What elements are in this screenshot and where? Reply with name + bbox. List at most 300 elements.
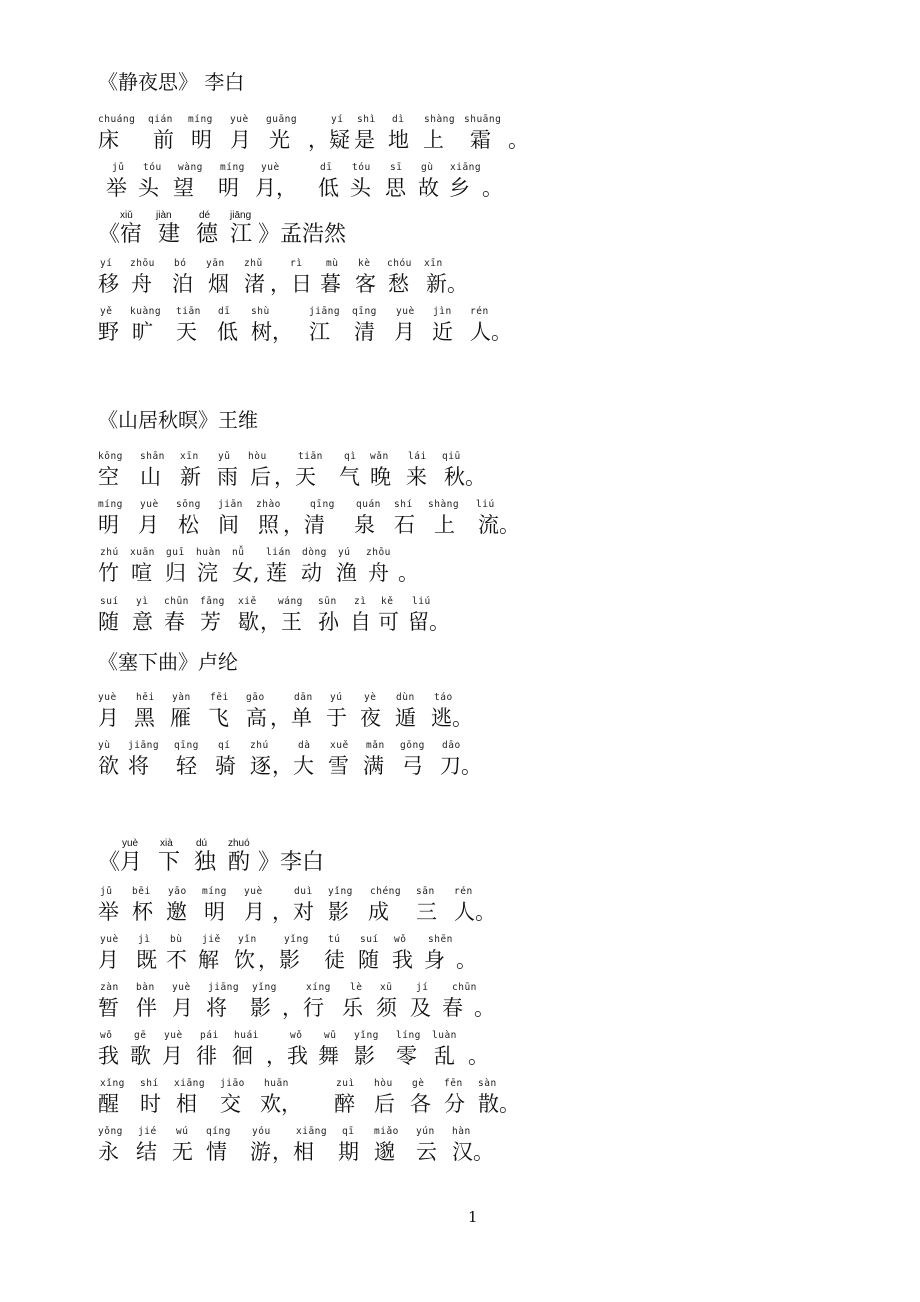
pinyin: chuáng <box>98 114 136 125</box>
hanzi: 徘 <box>196 1044 217 1068</box>
pinyin: yǐng <box>284 934 309 945</box>
hanzi: 清 <box>354 320 375 344</box>
hanzi: 雪 <box>328 754 349 778</box>
pinyin: tóu <box>143 162 162 173</box>
hanzi: 芳 <box>200 610 221 634</box>
hanzi: ，行 <box>282 996 324 1020</box>
pinyin: bó <box>174 258 187 269</box>
hanzi: 云 <box>416 1140 437 1164</box>
pinyin: duì <box>294 886 313 897</box>
hanzi: 明 <box>98 513 119 537</box>
pinyin: wáng <box>278 596 303 607</box>
hanzi: 石 <box>394 513 415 537</box>
hanzi: ，我 <box>266 1044 308 1068</box>
poem-line <box>98 451 538 495</box>
pinyin: xū <box>380 982 393 993</box>
hanzi: 将 <box>206 996 227 1020</box>
pinyin: zhào <box>256 499 281 510</box>
hanzi: 满 <box>363 754 384 778</box>
pinyin: lián <box>266 547 291 558</box>
pinyin: dī <box>218 306 231 317</box>
pinyin: yǒng <box>98 1126 123 1137</box>
pinyin: qíng <box>206 1126 231 1137</box>
hanzi: 泉 <box>354 513 375 537</box>
pinyin: jié <box>138 1126 157 1137</box>
pinyin: xuān <box>130 547 155 558</box>
pinyin: yuè <box>230 114 249 125</box>
poem-line <box>98 934 538 978</box>
pinyin: zhuó <box>228 838 250 849</box>
hanzi: 举 <box>98 900 119 924</box>
pinyin: hòu <box>374 1078 393 1089</box>
pinyin: yǐng <box>252 982 277 993</box>
pinyin: wǒ <box>100 1030 113 1041</box>
hanzi: 徒 <box>324 948 345 972</box>
pinyin: dà <box>298 740 311 751</box>
hanzi: 天 <box>176 320 197 344</box>
hanzi: 影 <box>328 900 349 924</box>
pinyin: shù <box>251 306 270 317</box>
hanzi: 莲 <box>266 561 287 585</box>
hanzi: 光 <box>269 128 290 152</box>
title-part: 月 <box>120 850 143 875</box>
poem-line <box>98 982 538 1026</box>
hanzi: 交 <box>220 1092 241 1116</box>
pinyin: shēn <box>428 934 453 945</box>
pinyin: mǎn <box>366 740 385 751</box>
poem-line <box>98 547 538 591</box>
hanzi: 松 <box>178 513 199 537</box>
hanzi: 秋。 <box>444 465 486 489</box>
pinyin: táo <box>434 692 453 703</box>
hanzi: 地 <box>388 128 409 152</box>
pinyin: wǎn <box>370 451 389 462</box>
pinyin: yú <box>338 547 351 558</box>
pinyin: hēi <box>136 692 155 703</box>
pinyin: gē <box>134 1030 147 1041</box>
pinyin: shān <box>140 451 165 462</box>
hanzi: 后 <box>250 465 271 489</box>
pinyin: jiāo <box>220 1078 245 1089</box>
hanzi: 无 <box>172 1140 193 1164</box>
pinyin: shì <box>357 114 376 125</box>
pinyin: nǚ <box>232 547 245 558</box>
pinyin: huái <box>234 1030 259 1041</box>
hanzi: 江 <box>309 320 330 344</box>
pinyin: tiān <box>298 451 323 462</box>
hanzi: 归 <box>165 561 186 585</box>
hanzi: 刀。 <box>440 754 482 778</box>
pinyin: dé <box>199 210 211 221</box>
pinyin: gè <box>412 1078 425 1089</box>
hanzi: 月 <box>138 513 159 537</box>
hanzi: 邈 <box>374 1140 395 1164</box>
pinyin: quán <box>356 499 381 510</box>
pinyin: xiāng <box>296 1126 328 1137</box>
hanzi: 逃。 <box>431 706 473 730</box>
pinyin: qì <box>344 451 357 462</box>
pinyin: líng <box>396 1030 421 1041</box>
hanzi: 汉。 <box>452 1140 494 1164</box>
hanzi: 照 <box>258 513 279 537</box>
hanzi: 骑 <box>215 754 236 778</box>
pinyin: jiāng <box>309 306 341 317</box>
poem-line <box>98 1126 538 1170</box>
pinyin: tiān <box>176 306 201 317</box>
hanzi: 月 <box>162 1044 183 1068</box>
pinyin: xiǔ <box>120 210 133 221</box>
pinyin: yuè <box>172 982 191 993</box>
pinyin: qīng <box>310 499 335 510</box>
pinyin: yǔ <box>218 451 231 462</box>
hanzi: 。 <box>456 948 477 972</box>
hanzi: ，清 <box>283 513 325 537</box>
pinyin: suí <box>360 934 379 945</box>
poem-line <box>98 306 538 350</box>
pinyin: zuì <box>336 1078 355 1089</box>
hanzi: 流。 <box>478 513 520 537</box>
title-part: 江 <box>230 222 253 247</box>
hanzi: 我 <box>392 948 413 972</box>
hanzi: 将 <box>128 754 149 778</box>
hanzi: 。 <box>398 561 419 585</box>
hanzi: 弓 <box>402 754 423 778</box>
hanzi: 后 <box>374 1092 395 1116</box>
hanzi: 喧 <box>131 561 152 585</box>
hanzi: 头 <box>350 176 371 200</box>
pinyin: tú <box>328 934 341 945</box>
pinyin: hàn <box>452 1126 471 1137</box>
poem-title <box>98 210 538 254</box>
hanzi: 雁 <box>170 706 191 730</box>
pinyin: dāo <box>442 740 461 751</box>
poem-title: 《山居秋暝》王维 <box>98 408 258 432</box>
hanzi: 影 <box>354 1044 375 1068</box>
poem-title: 《静夜思》 李白 <box>98 70 245 94</box>
pinyin: tóu <box>352 162 371 173</box>
hanzi: 望 <box>173 176 194 200</box>
pinyin: sōng <box>176 499 201 510</box>
pinyin: xiāng <box>174 1078 206 1089</box>
pinyin: jiāng <box>128 740 160 751</box>
pinyin: yuè <box>98 692 117 703</box>
hanzi: ，相 <box>272 1140 314 1164</box>
pinyin: dú <box>196 838 208 849</box>
hanzi: 低 <box>217 320 238 344</box>
hanzi: 移 <box>98 272 119 296</box>
hanzi: 分 <box>444 1092 465 1116</box>
hanzi: 意 <box>132 610 153 634</box>
hanzi: ，疑 <box>308 128 350 152</box>
hanzi: 。 <box>474 996 495 1020</box>
pinyin: sī <box>390 162 403 173</box>
title-part: 酌 <box>228 850 251 875</box>
pinyin: shí <box>140 1078 159 1089</box>
hanzi: 三 <box>416 900 437 924</box>
hanzi: 须 <box>376 996 397 1020</box>
pinyin: lái <box>408 451 427 462</box>
pinyin: míng <box>98 499 123 510</box>
hanzi: 留。 <box>408 610 450 634</box>
pinyin: bàn <box>136 982 155 993</box>
hanzi: 月 <box>172 996 193 1020</box>
pinyin: kōng <box>98 451 123 462</box>
pinyin: jǔ <box>112 162 125 173</box>
pinyin: jí <box>416 982 429 993</box>
title-part: 独 <box>194 850 217 875</box>
hanzi: 高 <box>246 706 267 730</box>
hanzi: 头 <box>138 176 159 200</box>
hanzi: 醉 <box>334 1092 355 1116</box>
pinyin: dī <box>320 162 333 173</box>
hanzi: 思 <box>385 176 406 200</box>
title-part: 《 <box>98 222 121 247</box>
poem-line <box>98 886 538 930</box>
hanzi: 客 <box>355 272 376 296</box>
hanzi: 。 <box>468 1044 489 1068</box>
pinyin: wǒ <box>290 1030 303 1041</box>
hanzi: 遁 <box>395 706 416 730</box>
pinyin: míng <box>202 886 227 897</box>
pinyin: zì <box>354 596 367 607</box>
hanzi: 雨 <box>217 465 238 489</box>
pinyin: qián <box>148 114 173 125</box>
pinyin: yóu <box>252 1126 271 1137</box>
pinyin: xíng <box>306 982 331 993</box>
pinyin: yǐng <box>328 886 353 897</box>
title-part: 》孟浩然 <box>258 222 347 247</box>
pinyin: yù <box>98 740 111 751</box>
hanzi: 情 <box>206 1140 227 1164</box>
pinyin: jǔ <box>100 886 113 897</box>
hanzi: 期 <box>338 1140 359 1164</box>
hanzi: 烟 <box>208 272 229 296</box>
pinyin: huàn <box>196 547 221 558</box>
pinyin: jiě <box>202 934 221 945</box>
poem-line <box>98 114 538 158</box>
pinyin: liú <box>412 596 431 607</box>
hanzi: ，大 <box>272 754 314 778</box>
hanzi: 浣 <box>197 561 218 585</box>
pinyin: yí <box>331 114 344 125</box>
pinyin: yuè <box>261 162 280 173</box>
pinyin: jiāng <box>208 982 240 993</box>
pinyin: shàng <box>424 114 456 125</box>
hanzi: 我 <box>98 1044 119 1068</box>
hanzi: 间 <box>218 513 239 537</box>
pinyin: yún <box>416 1126 435 1137</box>
hanzi: 月， <box>255 176 297 200</box>
hanzi: ，天 <box>274 465 316 489</box>
pinyin: rì <box>290 258 303 269</box>
pinyin: yuè <box>140 499 159 510</box>
hanzi: 欢， <box>260 1092 302 1116</box>
hanzi: 人。 <box>454 900 496 924</box>
hanzi: 乐 <box>342 996 363 1020</box>
pinyin: yè <box>364 692 377 703</box>
pinyin: qī <box>342 1126 355 1137</box>
hanzi: 游 <box>250 1140 271 1164</box>
pinyin: yǐng <box>354 1030 379 1041</box>
hanzi: 随 <box>98 610 119 634</box>
hanzi: 不 <box>166 948 187 972</box>
pinyin: mù <box>326 258 339 269</box>
hanzi: 渚 <box>244 272 265 296</box>
hanzi: 逐 <box>250 754 271 778</box>
pinyin: yuè <box>396 306 415 317</box>
hanzi: 女, <box>232 561 260 585</box>
pinyin: yuè <box>100 934 119 945</box>
hanzi: 上 <box>423 128 444 152</box>
hanzi: 伴 <box>136 996 157 1020</box>
pinyin: chéng <box>370 886 402 897</box>
hanzi: 轻 <box>176 754 197 778</box>
hanzi: 明 <box>218 176 239 200</box>
pinyin: rén <box>454 886 473 897</box>
pinyin: yǐn <box>238 934 257 945</box>
hanzi: 月 <box>394 320 415 344</box>
hanzi: 晚 <box>370 465 391 489</box>
title-part: 宿 <box>120 222 143 247</box>
hanzi: 月 <box>230 128 251 152</box>
hanzi: 渔 <box>336 561 357 585</box>
pinyin: sūn <box>318 596 337 607</box>
pinyin: lè <box>350 982 363 993</box>
hanzi: 杯 <box>132 900 153 924</box>
pinyin: míng <box>188 114 213 125</box>
hanzi: 解 <box>198 948 219 972</box>
hanzi: 零 <box>396 1044 417 1068</box>
hanzi: 邀 <box>166 900 187 924</box>
poem-line <box>98 1078 538 1122</box>
hanzi: 月 <box>244 900 265 924</box>
hanzi: 影 <box>250 996 271 1020</box>
pinyin: xuě <box>330 740 349 751</box>
pinyin: xīn <box>424 258 443 269</box>
hanzi: 舟 <box>131 272 152 296</box>
hanzi: 月 <box>98 948 119 972</box>
pinyin: xǐng <box>100 1078 125 1089</box>
pinyin: shàng <box>428 499 460 510</box>
pinyin: yān <box>206 258 225 269</box>
pinyin: zhú <box>100 547 119 558</box>
hanzi: 近 <box>432 320 453 344</box>
pinyin: chóu <box>387 258 412 269</box>
hanzi: 新 <box>180 465 201 489</box>
hanzi: 人。 <box>470 320 512 344</box>
hanzi: ，王 <box>260 610 302 634</box>
pinyin: dùn <box>396 692 415 703</box>
hanzi: 散。 <box>478 1092 520 1116</box>
title-part: 《 <box>98 850 121 875</box>
hanzi: ，日 <box>270 272 312 296</box>
pinyin: gōng <box>400 740 425 751</box>
pinyin: zhōu <box>366 547 391 558</box>
hanzi: 动 <box>301 561 322 585</box>
poem-title <box>98 838 538 882</box>
hanzi: 自 <box>350 610 371 634</box>
pinyin: jì <box>138 934 151 945</box>
hanzi: 时 <box>140 1092 161 1116</box>
poem-line <box>98 162 538 206</box>
pinyin: dòng <box>302 547 327 558</box>
hanzi: 夜 <box>360 706 381 730</box>
pinyin: míng <box>220 162 245 173</box>
hanzi: 黑 <box>134 706 155 730</box>
hanzi: 低 <box>318 176 339 200</box>
poem-line <box>98 1030 538 1074</box>
title-part: 建 <box>158 222 181 247</box>
hanzi: 可 <box>378 610 399 634</box>
pinyin: yāo <box>168 886 187 897</box>
pinyin: huān <box>264 1078 289 1089</box>
hanzi: 前 <box>153 128 174 152</box>
pinyin: guāng <box>266 114 298 125</box>
hanzi: 山 <box>140 465 161 489</box>
pinyin: zàn <box>100 982 119 993</box>
hanzi: 歌 <box>130 1044 151 1068</box>
pinyin: qiū <box>442 451 461 462</box>
hanzi: 舟 <box>368 561 389 585</box>
pinyin: jiāng <box>230 210 252 221</box>
title-part: 下 <box>158 850 181 875</box>
poem-line <box>98 596 538 640</box>
pinyin: dì <box>392 114 405 125</box>
hanzi: 愁 <box>388 272 409 296</box>
hanzi: 相 <box>176 1092 197 1116</box>
pinyin: bēi <box>132 886 151 897</box>
pinyin: guī <box>166 547 185 558</box>
hanzi: 春 <box>164 610 185 634</box>
hanzi: 孙 <box>318 610 339 634</box>
pinyin: sān <box>416 886 435 897</box>
hanzi: 醒 <box>98 1092 119 1116</box>
hanzi: 暮 <box>320 272 341 296</box>
hanzi: 明 <box>191 128 212 152</box>
pinyin: xiāng <box>450 162 482 173</box>
hanzi: 飞 <box>208 706 229 730</box>
pinyin: wàng <box>178 162 203 173</box>
pinyin: zhōu <box>130 258 155 269</box>
poem-title: 《塞下曲》卢纶 <box>98 650 238 674</box>
hanzi: 春 <box>442 996 463 1020</box>
poem-line <box>98 740 538 784</box>
pinyin: qīng <box>352 306 377 317</box>
hanzi: ，对 <box>272 900 314 924</box>
pinyin: wǒ <box>394 934 407 945</box>
pinyin: xià <box>160 838 173 849</box>
hanzi: 气 <box>339 465 360 489</box>
hanzi: 及 <box>410 996 431 1020</box>
pinyin: liú <box>476 499 495 510</box>
hanzi: 明 <box>204 900 225 924</box>
hanzi: 各 <box>410 1092 431 1116</box>
poem-line <box>98 258 538 302</box>
hanzi: 竹 <box>98 561 119 585</box>
hanzi: 乡 <box>449 176 470 200</box>
pinyin: yuè <box>244 886 263 897</box>
pinyin: yuè <box>164 1030 183 1041</box>
pinyin: gù <box>421 162 434 173</box>
pinyin: shuāng <box>464 114 502 125</box>
hanzi: 徊 <box>232 1044 253 1068</box>
pinyin: kě <box>381 596 394 607</box>
pinyin: kuàng <box>130 306 162 317</box>
hanzi: 来 <box>406 465 427 489</box>
hanzi: 身 <box>424 948 445 972</box>
hanzi: ，影 <box>258 948 300 972</box>
pinyin: hòu <box>248 451 267 462</box>
